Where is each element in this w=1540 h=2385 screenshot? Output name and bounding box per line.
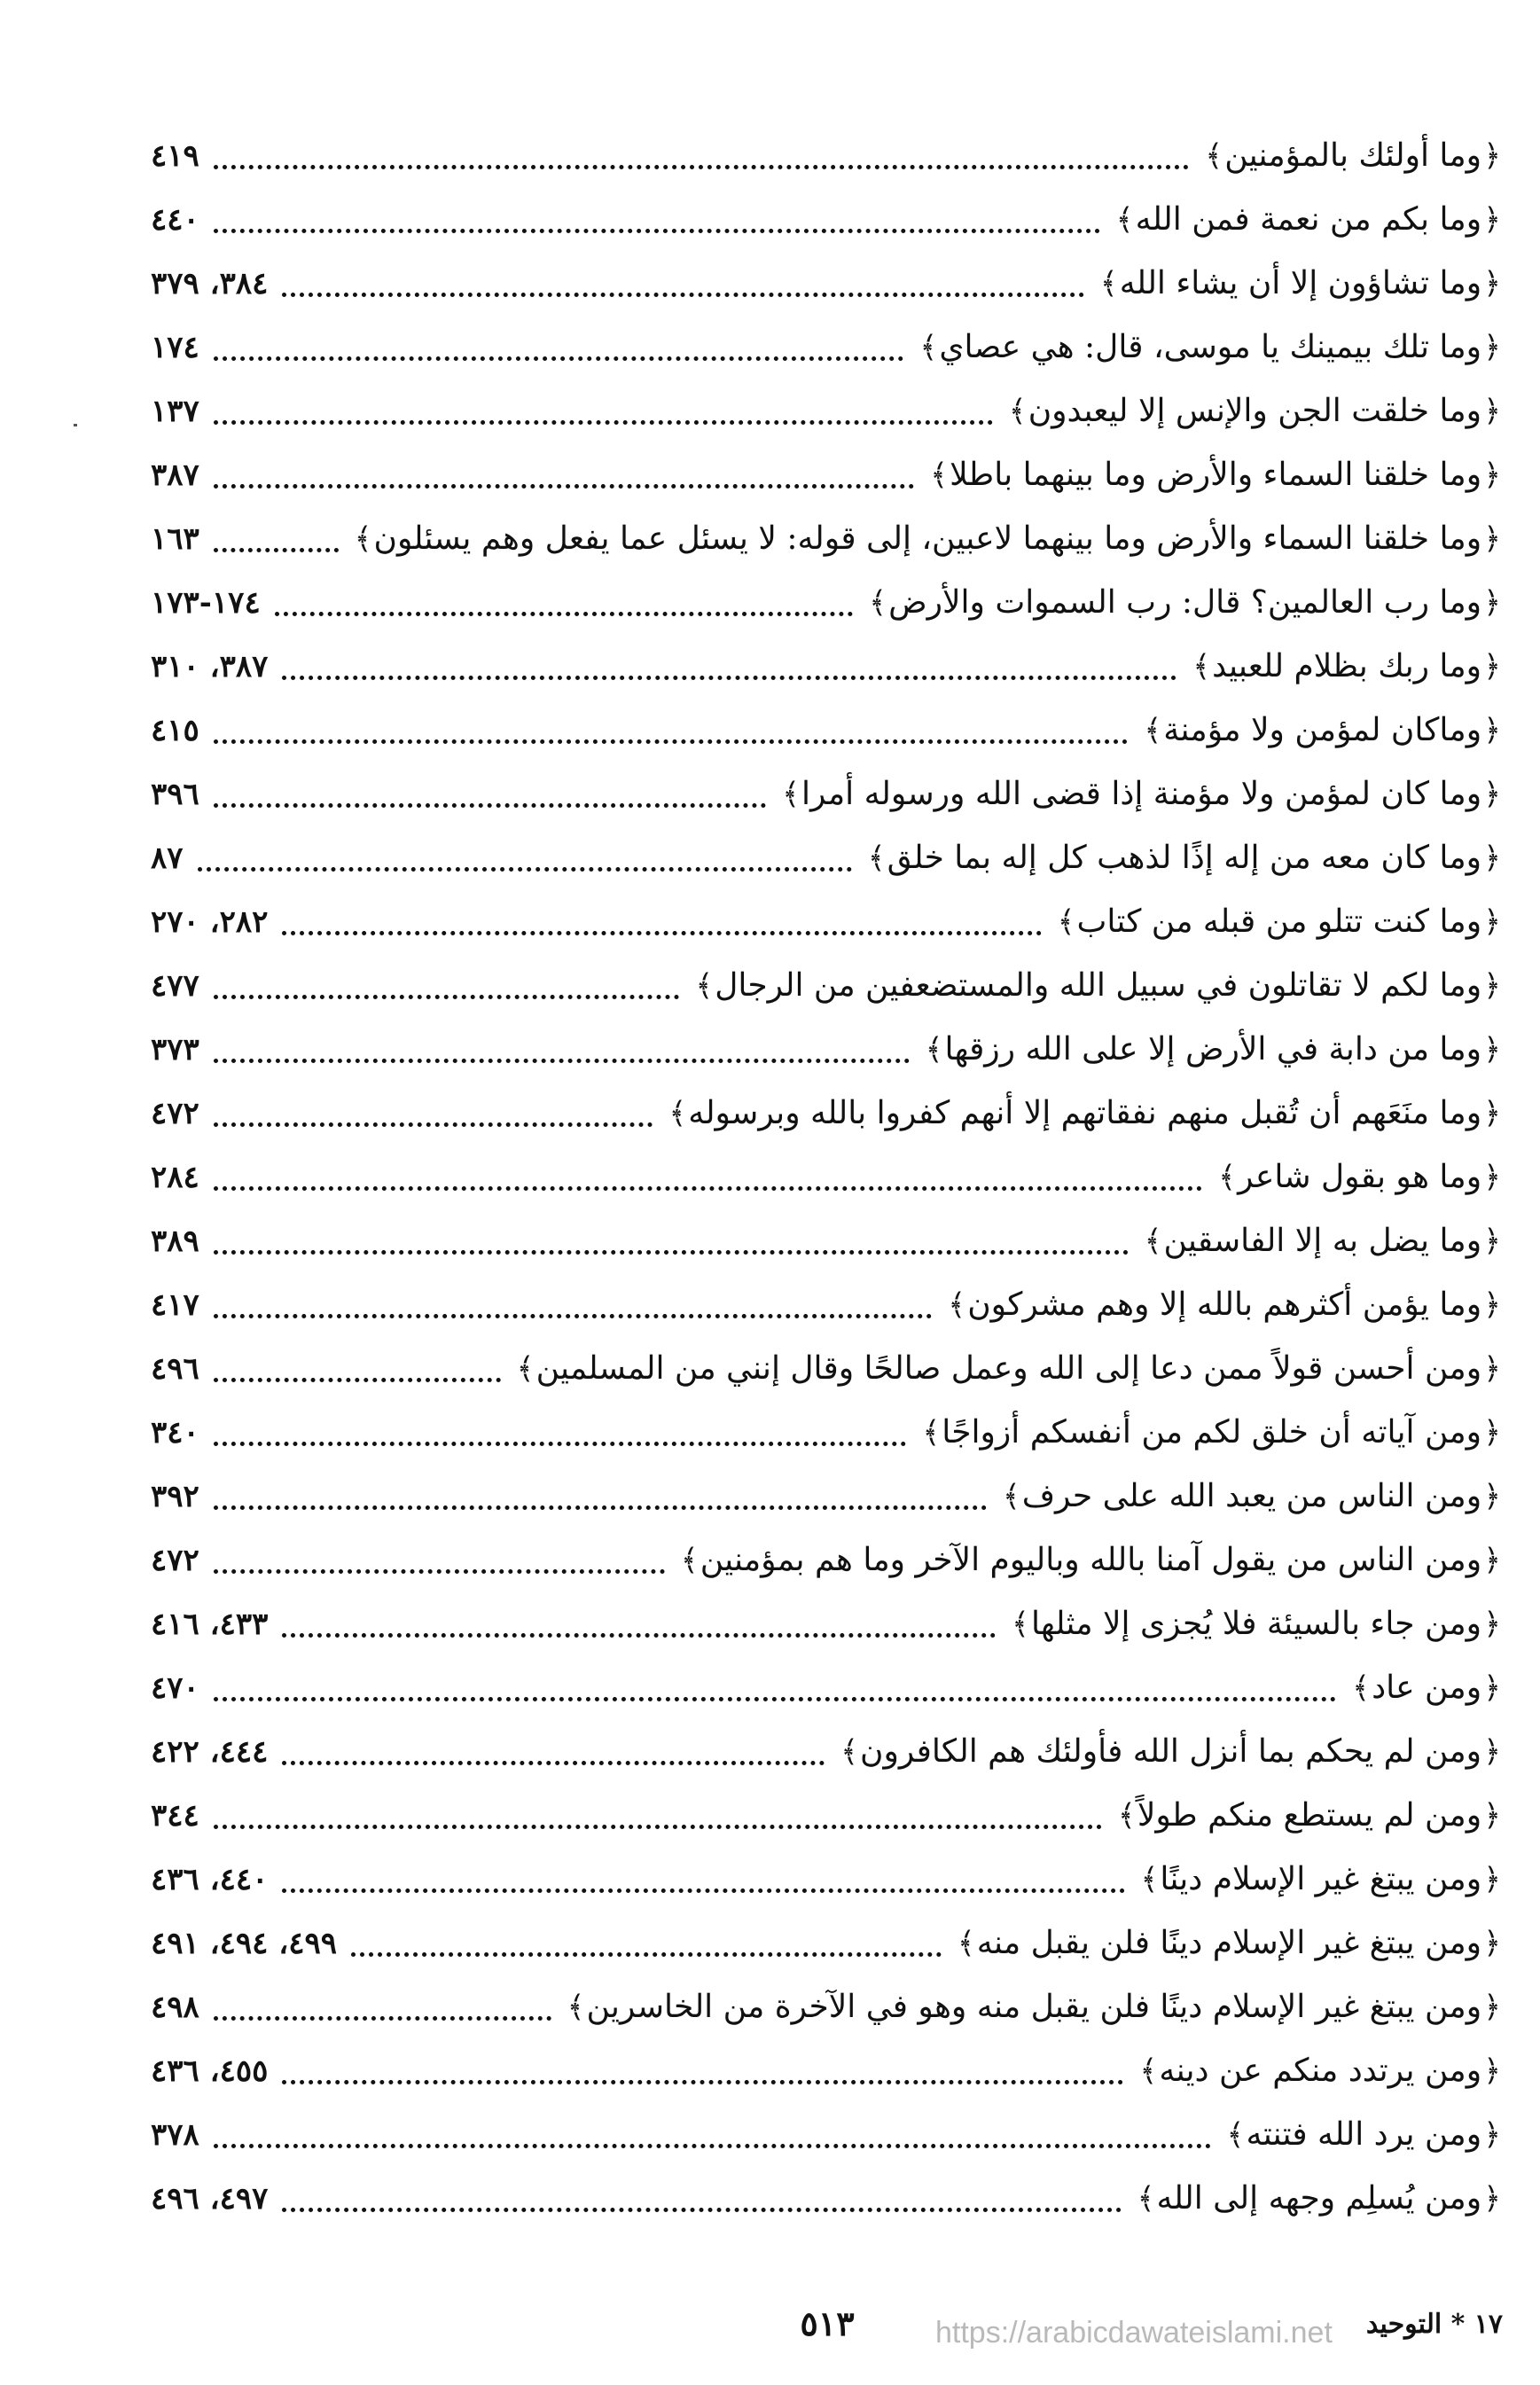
dot-leader [214,803,766,808]
ornate-bracket-close-icon: ﴾ [840,1734,858,1770]
page-references: ٣٧٨ [151,2117,199,2153]
ornate-bracket-close-icon: ﴾ [567,1990,585,2025]
scan-speck [74,424,77,426]
verse-label: ومن يرتدد منكم عن دينه [1159,2053,1482,2089]
page-references: ٤٩٩، ٤٩٤، ٤٩١ [151,1926,338,1961]
ornate-bracket-close-icon: ﴾ [1099,266,1118,301]
ornate-bracket-open-icon: ﴿ [1483,1096,1501,1131]
verse-label: ومن أحسن قولاً ممن دعا إلى الله وعمل صالحًا وقال إنني من المسلمين [535,1350,1482,1387]
index-entry [151,826,1503,890]
dot-leader [198,867,852,872]
index-entry [151,1209,1503,1273]
ornate-bracket-close-icon: ﴾ [782,777,800,812]
ornate-bracket-close-icon: ﴾ [1117,1798,1136,1834]
index-entry [151,2167,1503,2231]
verse-label: وما كان لمؤمن ولا مؤمنة إذا قضى الله ورسوله أمرا [801,776,1482,812]
ornate-bracket-close-icon: ﴾ [1140,1862,1159,1897]
index-entry [151,1146,1503,1209]
index-entry [151,1848,1503,1912]
index-entry [151,507,1503,571]
verse-label: وما ربك بظلام للعبيد [1212,648,1482,684]
dot-leader [282,1633,996,1638]
dot-leader [214,1569,665,1574]
dot-leader [214,1825,1102,1829]
page-references: ٢٨٢، ٢٧٠ [151,904,269,940]
ornate-bracket-open-icon: ﴿ [1483,2117,1501,2153]
dot-leader [214,1122,653,1127]
ornate-bracket-close-icon: ﴾ [919,330,938,365]
ornate-bracket-open-icon: ﴿ [1483,1351,1501,1387]
ornate-bracket-open-icon: ﴿ [1483,777,1501,812]
verse-label: وما تلك بيمينك يا موسى، قال: هي عصاي [939,329,1482,365]
verse-text [1216,1146,1503,1209]
page-references: ٤٩٧، ٤٩٦ [151,2181,269,2217]
ornate-bracket-close-icon: ﴾ [1137,2181,1155,2217]
ornate-bracket-close-icon: ﴾ [925,1032,943,1067]
page-references: ٣٨٤، ٣٧٩ [151,266,269,301]
ornate-bracket-close-icon: ﴾ [1002,1479,1020,1514]
ornate-bracket-open-icon: ﴿ [1483,1990,1501,2025]
verse-text [1136,2167,1503,2231]
dot-leader [214,356,904,361]
verse-text [1007,379,1503,443]
ornate-bracket-close-icon: ﴾ [668,1096,687,1131]
index-entry [151,699,1503,762]
ornate-bracket-close-icon: ﴾ [516,1351,535,1387]
index-list [151,124,1503,2231]
verse-text [918,316,1503,379]
ornate-bracket-close-icon: ﴾ [930,457,949,493]
dot-leader [214,739,1129,744]
ornate-bracket-open-icon: ﴿ [1483,841,1501,876]
ornate-bracket-open-icon: ﴿ [1483,713,1501,748]
verse-label: وما يضل به إلا الفاسقين [1163,1223,1482,1259]
index-entry [151,635,1503,699]
page-references: ٣٨٧ [151,457,199,493]
verse-label: وما لكم لا تقاتلون في سبيل الله والمستضعفين من الرجال [715,967,1482,1004]
ornate-bracket-open-icon: ﴿ [1483,1607,1501,1642]
ornate-bracket-open-icon: ﴿ [1483,1926,1501,1961]
dot-leader [282,2208,1121,2212]
index-entry [151,1465,1503,1529]
page-references: ٢٨٤ [151,1160,199,1195]
verse-text [1056,890,1503,954]
page-references: ٣٤٤ [151,1798,199,1834]
verse-text [1001,1465,1503,1529]
verse-text [928,443,1503,507]
verse-label: وماكان لمؤمن ولا مؤمنة [1163,712,1482,748]
index-entry [151,1529,1503,1592]
dot-leader [214,1442,907,1446]
verse-label: ومن جاء بالسيئة فلا يُجزى إلا مثلها [1030,1606,1482,1642]
verse-text [867,571,1503,635]
dot-leader [214,165,1189,169]
page-references: ١٣٧ [151,394,199,429]
index-entry [151,954,1503,1018]
verse-text [839,1720,1503,1784]
ornate-bracket-open-icon: ﴿ [1483,904,1501,940]
ornate-bracket-open-icon: ﴿ [1483,1224,1501,1259]
page-references: ١٦٣ [151,521,199,557]
dot-leader [282,931,1041,935]
running-head: ١٧ * التوحيد [1365,2309,1503,2340]
dot-leader [275,612,853,616]
index-entry [151,252,1503,316]
ornate-bracket-open-icon: ﴿ [1483,138,1501,174]
index-entry [151,379,1503,443]
verse-label: ومن يبتغ غير الإسلام دينًا فلن يقبل منه وهو في الآخرة من الخاسرين [586,1989,1482,2025]
verse-label: ومن لم يستطع منكم طولاً [1137,1797,1482,1834]
ornate-bracket-open-icon: ﴿ [1483,1862,1501,1897]
verse-label: ومن عاد [1372,1670,1482,1706]
ornate-bracket-open-icon: ﴿ [1483,1670,1501,1706]
ornate-bracket-close-icon: ﴾ [354,521,372,557]
verse-label: ومن آياته أن خلق لكم من أنفسكم أزواجًا [942,1414,1482,1451]
page-references: ٤٩٦ [151,1351,199,1387]
verse-text [946,1273,1503,1337]
verse-label: وما هو بقول شاعر [1238,1159,1482,1195]
page-references: ٤٤٠، ٤٣٦ [151,1862,269,1897]
index-entry [151,443,1503,507]
page-references: ١٧٤ [151,330,199,365]
verse-text [566,1975,1503,2039]
verse-text [956,1912,1503,1975]
verse-label: وما خلقت الجن والإنس إلا ليعبدون [1028,393,1482,429]
verse-label: وما تشاؤون إلا أن يشاء الله [1119,265,1482,301]
verse-label: ومن الناس من يعبد الله على حرف [1021,1478,1482,1514]
ornate-bracket-close-icon: ﴾ [1012,1607,1029,1642]
ornate-bracket-open-icon: ﴿ [1483,202,1501,238]
index-entry [151,1720,1503,1784]
dot-leader [214,1186,1202,1191]
index-entry [151,316,1503,379]
dot-leader [282,676,1176,680]
verse-label: وما بكم من نعمة فمن الله [1135,201,1482,238]
index-entry [151,1337,1503,1401]
dot-leader [214,1314,932,1318]
index-entry [151,1656,1503,1720]
ornate-bracket-open-icon: ﴿ [1483,2053,1501,2089]
page-references: ٤٧٧ [151,968,199,1004]
dot-leader [214,420,993,425]
verse-text [1114,188,1503,252]
verse-text [1225,2103,1503,2167]
index-entry [151,1975,1503,2039]
ornate-bracket-close-icon: ﴾ [680,1543,699,1578]
index-entry [151,2103,1503,2167]
dot-leader [214,1059,910,1063]
page-references: ٤٤٠ [151,202,199,238]
ornate-bracket-close-icon: ﴾ [1192,649,1211,684]
page-references: ٤١٩ [151,138,199,174]
verse-text [1116,1784,1503,1848]
index-entry [151,1018,1503,1082]
dot-leader [351,1952,942,1957]
dot-leader [214,1378,501,1382]
index-entry [151,1401,1503,1465]
index-entry [151,1082,1503,1146]
ornate-bracket-open-icon: ﴿ [1483,968,1501,1004]
ornate-bracket-open-icon: ﴿ [1483,521,1501,557]
ornate-bracket-close-icon: ﴾ [948,1287,966,1323]
watermark-link[interactable]: https://arabicdawateislami.net [935,2316,1333,2350]
dot-leader [214,1697,1336,1701]
ornate-bracket-open-icon: ﴿ [1483,1160,1501,1195]
page-references: ٣٩٦ [151,777,199,812]
page-references: ٤٤٤، ٤٢٢ [151,1734,269,1770]
ornate-bracket-close-icon: ﴾ [1008,394,1027,429]
dot-leader [214,1250,1129,1255]
ornate-bracket-close-icon: ﴾ [1115,202,1134,238]
dot-leader [282,293,1083,297]
page-references: ٣٩٢ [151,1479,199,1514]
page-references: ٤١٧ [151,1287,199,1323]
ornate-bracket-open-icon: ﴿ [1483,2181,1501,2217]
page-references: ٤٥٥، ٤٣٦ [151,2053,269,2089]
verse-label: ومن يرد الله فتنته [1246,2116,1482,2153]
ornate-bracket-open-icon: ﴿ [1483,330,1501,365]
verse-label: وما رب العالمين؟ قال: رب السموات والأرض [888,584,1482,621]
index-entry [151,124,1503,188]
ornate-bracket-close-icon: ﴾ [1205,138,1223,174]
ornate-bracket-open-icon: ﴿ [1483,585,1501,621]
index-entry [151,762,1503,826]
dot-leader [214,1505,987,1510]
ornate-bracket-close-icon: ﴾ [957,1926,975,1961]
ornate-bracket-open-icon: ﴿ [1483,457,1501,493]
verse-text [353,507,1503,571]
verse-label: وما خلقنا السماء والأرض وما بينهما باطلا [950,457,1482,493]
verse-text [780,762,1503,826]
verse-text [515,1337,1503,1401]
ornate-bracket-open-icon: ﴿ [1483,1798,1501,1834]
ornate-bracket-open-icon: ﴿ [1483,1287,1501,1323]
page-references: ١٧٤-١٧٣ [151,585,261,621]
page-references: ٨٧ [151,841,184,876]
page-references: ٣٨٩ [151,1224,199,1259]
page-references: ٣٤٠ [151,1415,199,1451]
verse-label: ومن يبتغ غير الإسلام دينًا فلن يقبل منه [976,1925,1482,1961]
ornate-bracket-open-icon: ﴿ [1483,649,1501,684]
verse-text [1142,699,1503,762]
dot-leader [214,548,339,552]
index-entry [151,1273,1503,1337]
verse-text [920,1401,1503,1465]
page-references: ٣٨٧، ٣١٠ [151,649,269,684]
ornate-bracket-open-icon: ﴿ [1483,1032,1501,1067]
verse-label: ومن لم يحكم بما أنزل الله فأولئك هم الكافرون [860,1733,1482,1770]
dot-leader [214,484,914,489]
page-references: ٤١٥ [151,713,199,748]
verse-text [679,1529,1503,1592]
verse-label: وما كان معه من إله إذًا لذهب كل إله بما خلق [887,840,1482,876]
verse-label: وما يؤمن أكثرهم بالله إلا وهم مشركون [967,1286,1482,1323]
verse-text [1143,1209,1503,1273]
verse-label: وما من دابة في الأرض إلا على الله رزقها [944,1031,1482,1067]
page-references: ٤٣٣، ٤١٦ [151,1607,269,1642]
verse-text [924,1018,1503,1082]
index-entry [151,2039,1503,2103]
index-entry [151,1784,1503,1848]
verse-label: وما منَعَهم أن تُقبل منهم نفقاتهم إلا أنهم كفروا بالله وبرسوله [688,1095,1482,1131]
verse-text [1137,2039,1503,2103]
page-references: ٤٧٢ [151,1096,199,1131]
dot-leader [214,2144,1211,2148]
dot-leader [282,1761,825,1765]
ornate-bracket-close-icon: ﴾ [1139,2053,1158,2089]
dot-leader [214,2016,551,2021]
index-entry [151,1912,1503,1975]
ornate-bracket-close-icon: ﴾ [1218,1160,1237,1195]
verse-text [1203,124,1503,188]
index-entry [151,188,1503,252]
ornate-bracket-open-icon: ﴿ [1483,1415,1501,1451]
page-number: ٥١٣ [800,2303,855,2343]
ornate-bracket-close-icon: ﴾ [1352,1670,1371,1706]
verse-text [667,1082,1503,1146]
verse-label: وما أولئك بالمؤمنين [1224,137,1482,174]
ornate-bracket-open-icon: ﴿ [1483,394,1501,429]
verse-label: وما خلقنا السماء والأرض وما بينهما لاعبين، إلى قوله: لا يسئل عما يفعل وهم يسئلون [373,520,1482,557]
ornate-bracket-open-icon: ﴿ [1483,1543,1501,1578]
ornate-bracket-close-icon: ﴾ [1226,2117,1245,2153]
ornate-bracket-open-icon: ﴿ [1483,1479,1501,1514]
verse-text [1191,635,1503,699]
index-entry [151,1592,1503,1656]
ornate-bracket-open-icon: ﴿ [1483,266,1501,301]
index-entry [151,890,1503,954]
verse-text [1350,1656,1503,1720]
ornate-bracket-close-icon: ﴾ [922,1415,941,1451]
dot-leader [214,995,680,999]
verse-label: ومن يُسلِم وجهه إلى الله [1156,2180,1482,2217]
ornate-bracket-open-icon: ﴿ [1483,1734,1501,1770]
verse-text [1098,252,1503,316]
verse-text [693,954,1503,1018]
page-references: ٤٩٨ [151,1990,199,2025]
verse-text [1139,1848,1504,1912]
verse-text [866,826,1503,890]
ornate-bracket-close-icon: ﴾ [867,841,886,876]
index-entry [151,571,1503,635]
ornate-bracket-close-icon: ﴾ [869,585,887,621]
dot-leader [282,1888,1124,1893]
dot-leader [282,2080,1123,2084]
ornate-bracket-close-icon: ﴾ [1057,904,1075,940]
verse-label: ومن يبتغ غير الإسلام دينًا [1160,1861,1482,1897]
verse-label: وما كنت تتلو من قبله من كتاب [1076,903,1482,940]
ornate-bracket-close-icon: ﴾ [1144,1224,1162,1259]
page-references: ٣٧٣ [151,1032,199,1067]
verse-text [1010,1592,1503,1656]
ornate-bracket-close-icon: ﴾ [695,968,714,1004]
page-references: ٤٧٠ [151,1670,199,1706]
ornate-bracket-close-icon: ﴾ [1144,713,1162,748]
verse-label: ومن الناس من يقول آمنا بالله وباليوم الآخر وما هم بمؤمنين [700,1542,1482,1578]
page-references: ٤٧٢ [151,1543,199,1578]
dot-leader [214,229,1100,233]
